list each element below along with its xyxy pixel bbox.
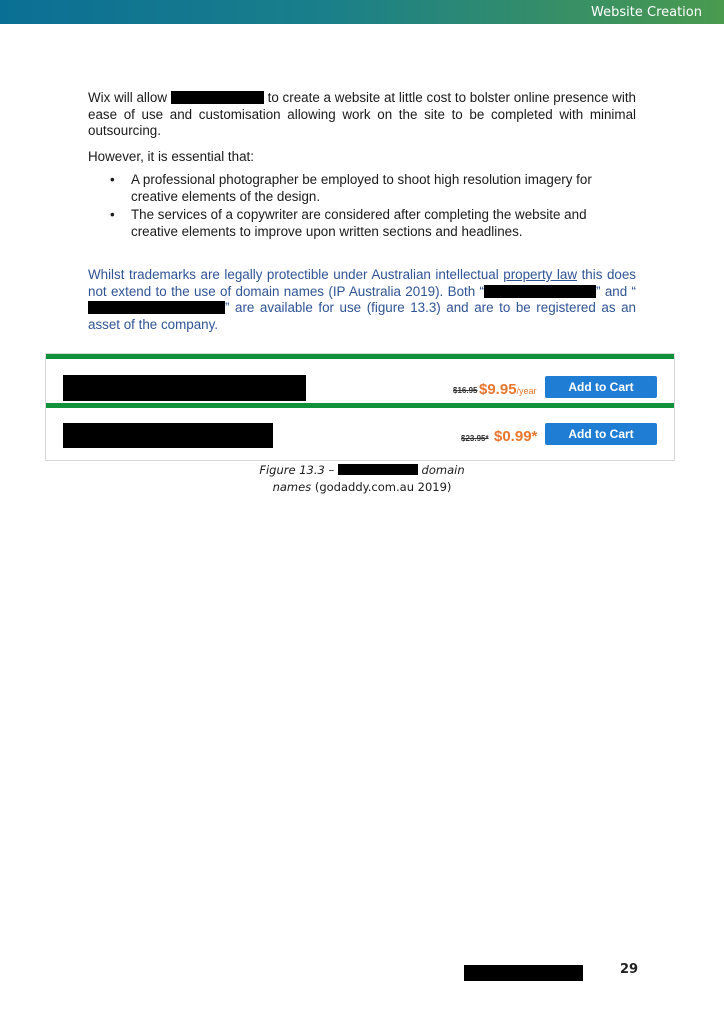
trademark-text-3: ” and “ <box>596 283 636 299</box>
price-new: $0.99* <box>494 428 538 445</box>
caption-source: (godaddy.com.au 2019) <box>314 480 452 494</box>
add-to-cart-button[interactable]: Add to Cart <box>545 423 657 445</box>
header-bar <box>0 0 724 24</box>
redacted-domain-name <box>63 423 273 448</box>
bullet-text: The services of a copywriter are considered after completing the website and creative elements to improve upon written sections and headlines. <box>131 207 587 239</box>
price-old: $23.95* <box>461 434 489 443</box>
paragraph-wix-start: Wix will allow <box>88 90 167 105</box>
page-number: 29 <box>620 962 639 977</box>
price-new-value: $9.95 <box>479 381 517 398</box>
bullet-list <box>110 172 636 242</box>
trademark-text-2: this does not extend to the use of domain names (IP Australia 2019). Both “ <box>88 267 636 299</box>
paragraph-wix <box>88 90 636 140</box>
caption-domain: domain <box>421 463 465 477</box>
caption-figure: Figure 13.3 – <box>259 463 335 477</box>
price-new <box>479 381 537 398</box>
redacted-block <box>171 91 264 104</box>
trademark-text-4: ” are available for use (figure 13.3) and are to be registered as an asset of the company. <box>88 300 636 332</box>
bullet-icon: • <box>110 172 115 187</box>
bullet-icon: • <box>110 207 115 222</box>
header-title: Website Creation <box>591 5 702 20</box>
redacted-footer <box>464 965 583 981</box>
paragraph-essential: However, it is essential that: <box>88 149 254 164</box>
trademark-underlined: property law <box>503 267 578 282</box>
domain-row <box>46 354 674 403</box>
redacted-domain-name <box>63 375 306 401</box>
redacted-block <box>338 464 418 475</box>
redacted-block <box>484 285 596 298</box>
bullet-text: A professional photographer be employed to shoot high resolution imagery for creative elements of the design. <box>131 172 592 204</box>
paragraph-trademarks <box>88 267 636 333</box>
domain-row <box>46 403 674 452</box>
trademark-text-1: Whilst trademarks are legally protectible under Australian intellectual <box>88 267 504 282</box>
domain-screenshot <box>45 353 675 461</box>
price-old: $16.95 <box>453 386 478 395</box>
caption-names: names <box>272 480 312 494</box>
paragraph-wix-end: to create a website at little cost to bolster online presence with ease of use and customisation allowing work on the site to be completed with minimal outsourcing. <box>88 90 636 138</box>
price-unit: /year <box>516 386 537 396</box>
add-to-cart-button[interactable]: Add to Cart <box>545 376 657 398</box>
bullet-item <box>110 172 636 205</box>
redacted-block <box>88 301 225 314</box>
bullet-item <box>110 207 636 240</box>
figure-caption <box>200 462 524 496</box>
